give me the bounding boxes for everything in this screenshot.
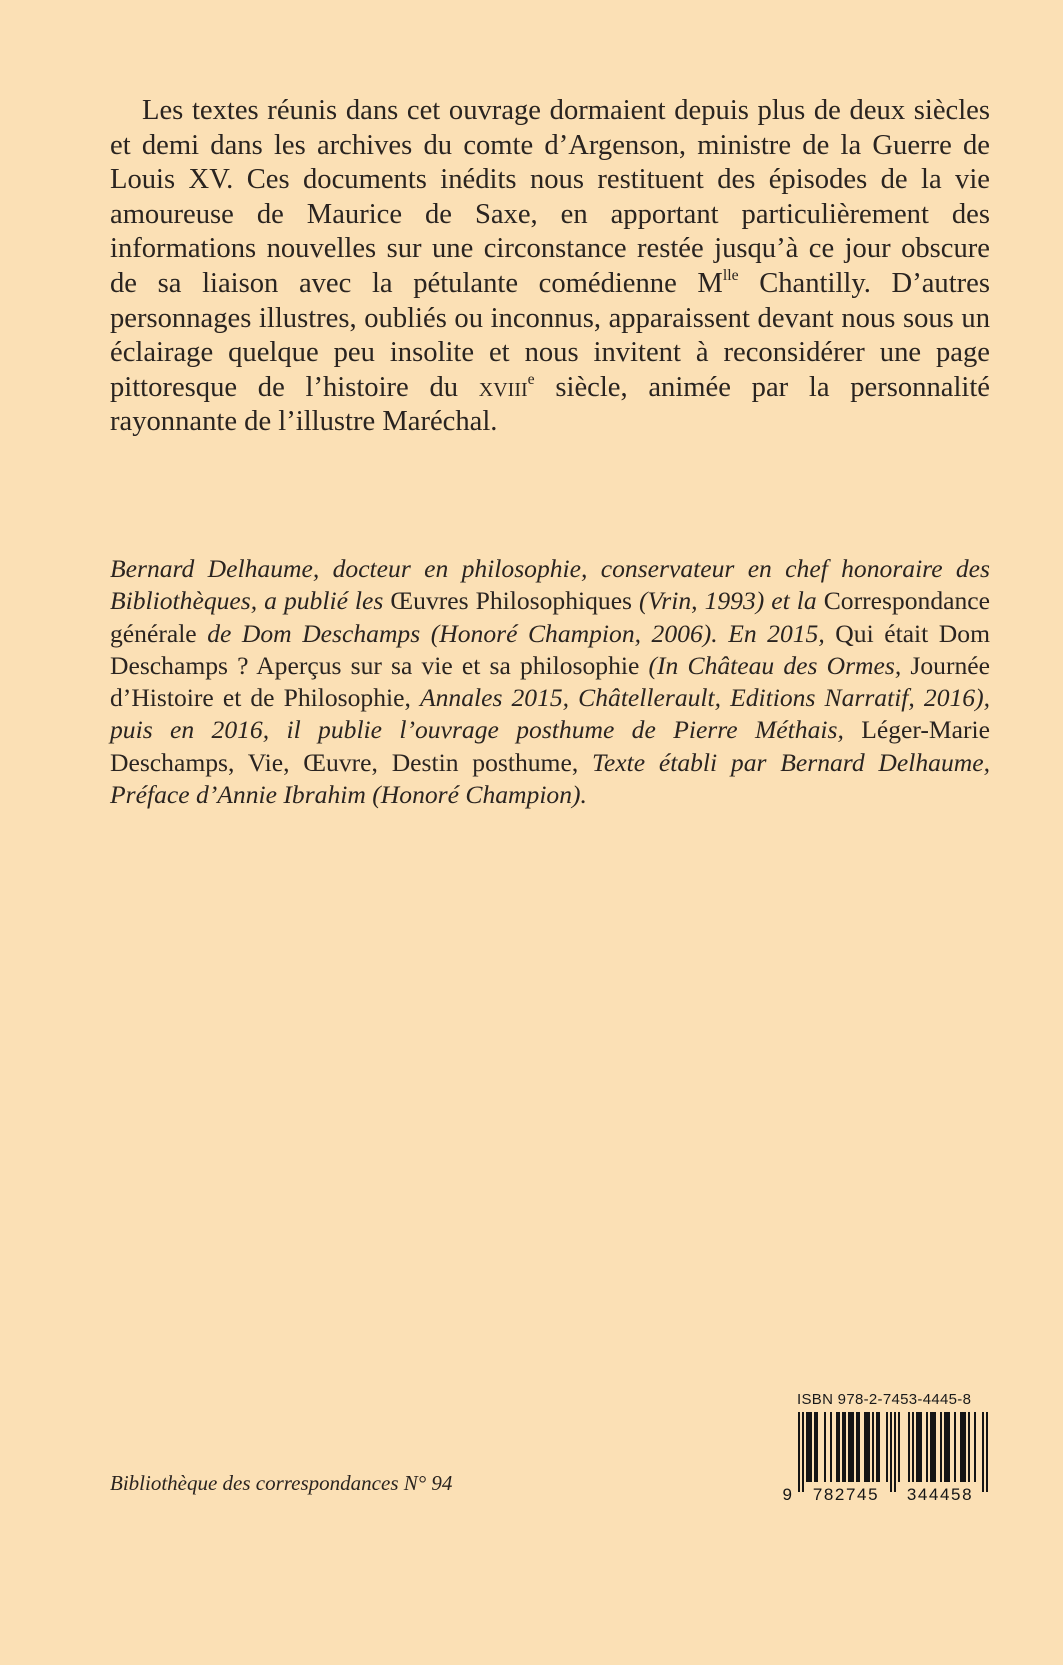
barcode-bar bbox=[806, 1412, 812, 1482]
barcode-bar bbox=[876, 1412, 880, 1482]
barcode-bar bbox=[916, 1412, 922, 1482]
barcode-graphic bbox=[784, 1410, 999, 1505]
bio-text-10: Annales 2015, Châtellerault, Editions Narratif, 2016), puis en 2016, il publie l’ouvrage posthume de Pierre Méthais, bbox=[110, 683, 991, 745]
author-bio bbox=[110, 553, 990, 811]
barcode-bar bbox=[898, 1412, 900, 1482]
barcode-digits-right: 344458 bbox=[906, 1485, 974, 1504]
barcode-bar bbox=[926, 1412, 928, 1482]
summary-superscript-lle: lle bbox=[722, 267, 739, 285]
bio-text-12: Texte établi par Bernard Delhaume, Préface d’Annie Ibrahim (Honoré Champion). bbox=[110, 747, 990, 810]
summary-superscript-e: e bbox=[527, 370, 535, 388]
summary-text-1: Les textes réunis dans cet ouvrage dormaient depuis plus de deux siècles et demi dans les archives du comte d’Argenson, ministre de la Guerre de Louis XV. Ces documents inédits nous restituent des épisodes de la vie amoureuse de Maurice de Saxe, en apportant particulièrement des informations nouvelles sur une circonstance restée jusqu’à ce jour obscure de sa liaison avec la pétulante comédienne M bbox=[110, 95, 990, 299]
barcode-bar bbox=[814, 1412, 818, 1482]
isbn-barcode-block bbox=[784, 1391, 999, 1505]
barcode-bar bbox=[872, 1412, 874, 1482]
summary-text-2: Chantilly. D’autres personnages illustres, oubliés ou inconnus, apparaissent devant nous sous un éclairage quelque peu insolite et nous invitent à reconsidérer une page pittoresque de l’histoire du bbox=[110, 267, 990, 403]
bio-title-correspondance: Correspondance générale bbox=[110, 586, 991, 648]
bio-text-9: Journée d’Histoire et de Philosophie, bbox=[110, 650, 990, 713]
barcode-digit-first: 9 bbox=[782, 1485, 794, 1504]
barcode-bar bbox=[856, 1412, 860, 1482]
barcode-bar bbox=[908, 1412, 910, 1482]
bio-title-chateau: Château des Ormes, bbox=[687, 650, 902, 680]
barcode-bar bbox=[954, 1412, 956, 1482]
barcode-bar bbox=[848, 1412, 854, 1482]
barcode-bar bbox=[968, 1412, 970, 1482]
bio-text-3: (Vrin, 1993) et la bbox=[632, 586, 824, 616]
barcode-bar bbox=[798, 1412, 800, 1492]
bio-text-1: Bernard Delhaume, docteur en philosophie, conservateur en chef honoraire des Bibliothèques, a publié les bbox=[110, 554, 990, 616]
bio-title-oeuvres: Œuvres Philosophiques bbox=[390, 586, 633, 616]
bio-title-leger-marie: Léger-Marie Deschamps, Vie, Œuvre, Destin posthume, bbox=[110, 715, 990, 777]
book-summary bbox=[110, 94, 990, 440]
summary-text-3: siècle, animée par la personnalité rayonnante de l’illustre Maréchal. bbox=[110, 371, 990, 438]
barcode-bar bbox=[940, 1412, 942, 1482]
barcode-bar bbox=[890, 1412, 892, 1492]
summary-century: xviii bbox=[478, 371, 528, 403]
bio-text-7: (In bbox=[639, 650, 688, 680]
barcode-bar bbox=[982, 1412, 984, 1492]
barcode-bar bbox=[960, 1412, 966, 1482]
barcode bbox=[784, 1410, 999, 1505]
isbn-label: ISBN 978-2-7453-4445-8 bbox=[797, 1391, 972, 1408]
collection-label: Bibliothèque des correspondances N° 94 bbox=[110, 1471, 453, 1495]
barcode-bar bbox=[824, 1412, 826, 1482]
barcode-bar bbox=[974, 1412, 976, 1482]
barcode-bar bbox=[842, 1412, 846, 1482]
bio-text-5: de Dom Deschamps (Honoré Champion, 2006). En 2015, bbox=[196, 618, 836, 648]
bio-title-qui-etait: Qui était Dom Deschamps ? Aperçus sur sa vie et sa philosophie bbox=[110, 618, 990, 680]
barcode-bar bbox=[944, 1412, 950, 1482]
barcode-bar bbox=[886, 1412, 888, 1482]
barcode-bar bbox=[986, 1412, 988, 1492]
barcode-digits-left: 782745 bbox=[812, 1485, 880, 1504]
barcode-bar bbox=[912, 1412, 914, 1482]
barcode-bar bbox=[930, 1412, 936, 1482]
barcode-bar bbox=[836, 1412, 840, 1482]
barcode-bar bbox=[802, 1412, 804, 1492]
barcode-bar bbox=[864, 1412, 870, 1482]
barcode-bar bbox=[894, 1412, 896, 1492]
barcode-bar bbox=[830, 1412, 832, 1482]
